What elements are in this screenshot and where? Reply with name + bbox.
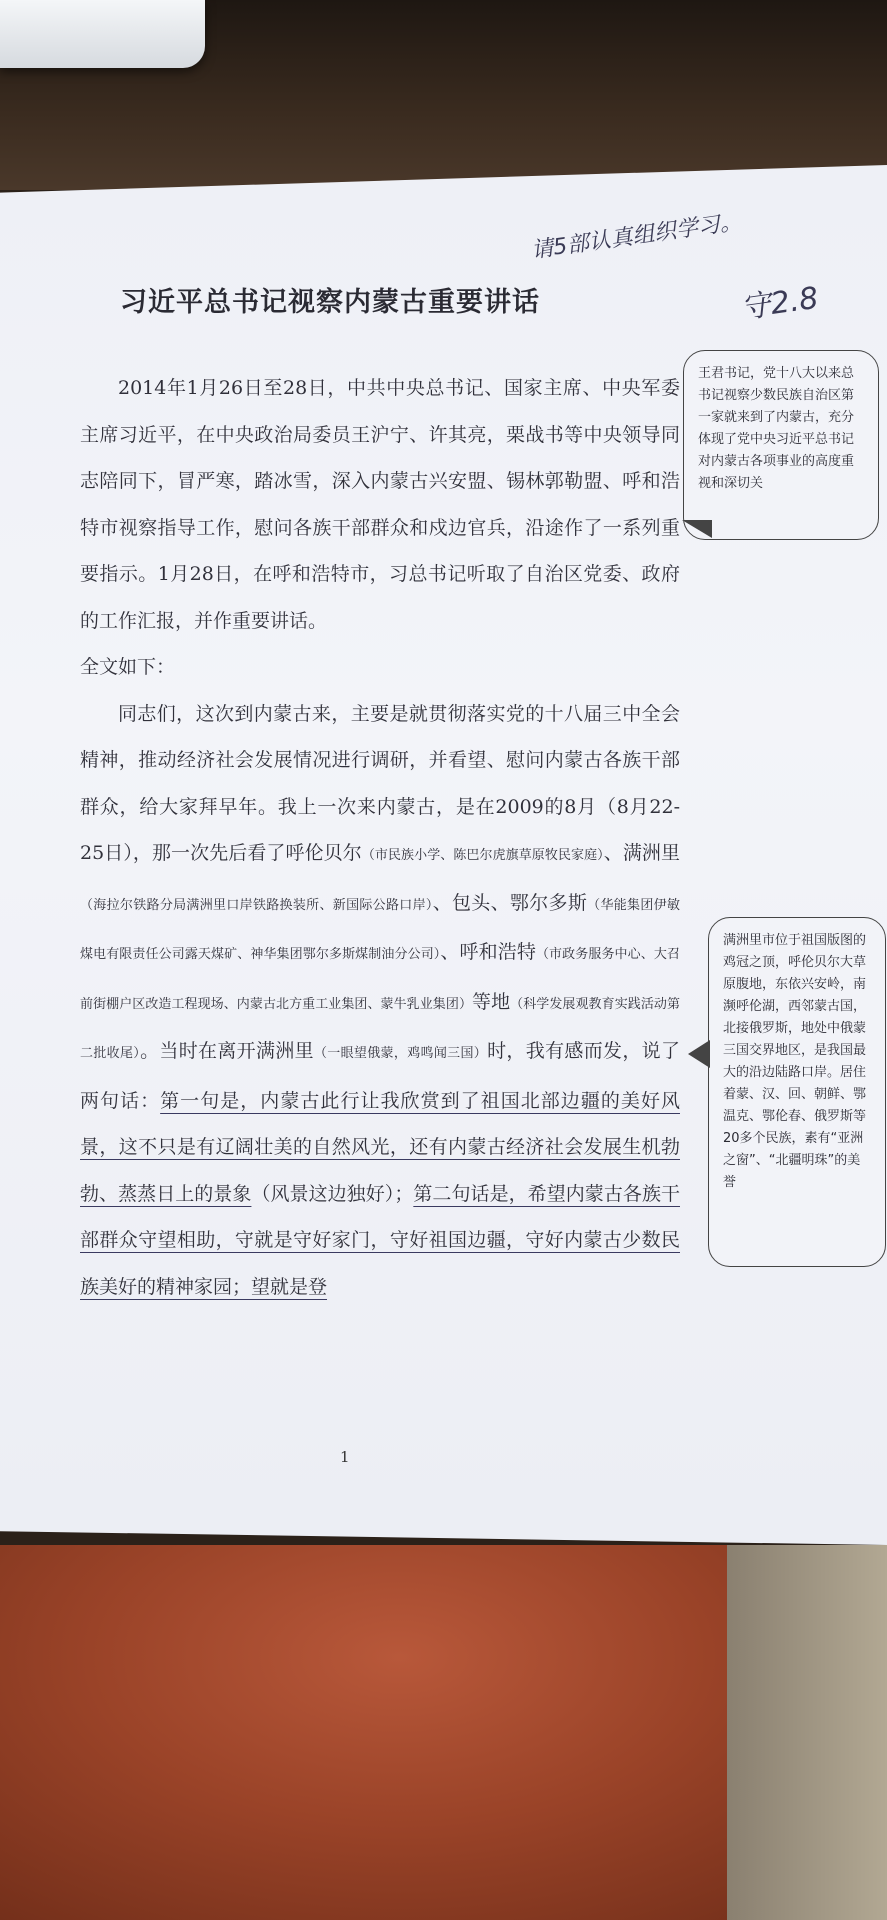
paragraph-speech [80,691,680,1311]
white-object [0,0,205,68]
speech-text: 、满洲里 [603,842,680,864]
intro-text: 2014年1月26日至28日，中共中央总书记、国家主席、中央军委主席习近平，在中央政治局委员王沪宁、许其亮，栗战书等中央领导同志陪同下，冒严寒，踏冰雪，深入内蒙古兴安盟、锡林郭勒盟、呼和浩特市视察指导工作，慰问各族干部群众和戍边官兵，沿途作了一系列重要指示。1月28日，在呼和浩特市，习总书记听取了自治区党委、政府的工作汇报，并作重要讲话。 [80,377,680,632]
speech-note: （科学发展观教育实践活动第二批收尾） [80,996,680,1061]
handwritten-signature: 守2.8 [738,280,821,327]
speech-text: 、呼和浩特 [440,941,536,963]
speech-note: （海拉尔铁路分局满洲里口岸铁路换装所、新国际公路口岸） [80,897,433,913]
underlined-text: 第二句话是，希望内蒙古各族干部群众守望相助，守就是守好家门，守好祖国边疆，守好内蒙古少数民族美好的精神家园；望就是登 [80,1182,680,1298]
annotation-bubble-top: 王君书记，党十八大以来总书记视察少数民族自治区第一家就来到了内蒙古，充分体现了党中央习近平总书记对内蒙古各项事业的高度重视和深切关 [683,350,879,540]
bubble-tail [688,1040,710,1068]
background-strip [727,1545,887,1920]
underlined-text: 第一句是，内蒙古此行让我欣赏到了祖国北部边疆的美好风景，这不只是有辽阔壮美的自然风光，还有内蒙古经济社会发展生机勃勃、蒸蒸日上的景象 [80,1089,680,1205]
bubble-tail [682,520,712,538]
speech-text: 、包头、鄂尔多斯 [432,891,588,914]
speech-note: （一眼望俄蒙，鸡鸣闻三国） [313,1046,488,1061]
handwritten-note: 请5部认真组织学习。 [529,209,744,264]
speech-note: （华能集团伊敏煤电有限责任公司露天煤矿、神华集团鄂尔多斯煤制油分公司） [80,897,680,962]
speech-text: 等地 [472,990,511,1013]
document-title: 习近平总书记视察内蒙古重要讲话 [120,287,540,318]
document-body [80,365,680,1310]
speech-text: （风景这边独好）； [251,1182,414,1205]
paragraph-intro-end: 全文如下： [80,656,176,678]
page-number: 1 [340,1448,350,1466]
annotation-bubble-side: 满洲里市位于祖国版图的鸡冠之顶，呼伦贝尔大草原腹地，东依兴安岭，南濒呼伦湖，西邻蒙古国，北接俄罗斯，地处中俄蒙三国交界地区，是我国最大的沿边陆路口岸。居住着蒙、汉、回、朝鲜、鄂温克、鄂伦春、俄罗斯等20多个民族，素有“亚洲之窗”、“北疆明珠”的美誉 [708,917,886,1267]
speech-text: 。当时在离开满洲里 [140,1040,314,1062]
speech-text: 时，我有感而发，说了两句话： [80,1040,680,1112]
speech-note: （市政务服务中心、大召前街棚户区改造工程现场、内蒙古北方重工业集团、蒙牛乳业集团） [80,947,680,1012]
speech-text: 同志们，这次到内蒙古来，主要是就贯彻落实党的十八届三中全会精神，推动经济社会发展情况进行调研，并看望、慰问内蒙古各族干部群众，给大家拜早年。我上一次来内蒙古，是在2009的8月（8月22-25日），那一次先后看了呼伦贝尔 [80,702,680,864]
paragraph-intro [80,365,680,644]
speech-note: （市民族小学、陈巴尔虎旗草原牧民家庭） [361,848,604,863]
